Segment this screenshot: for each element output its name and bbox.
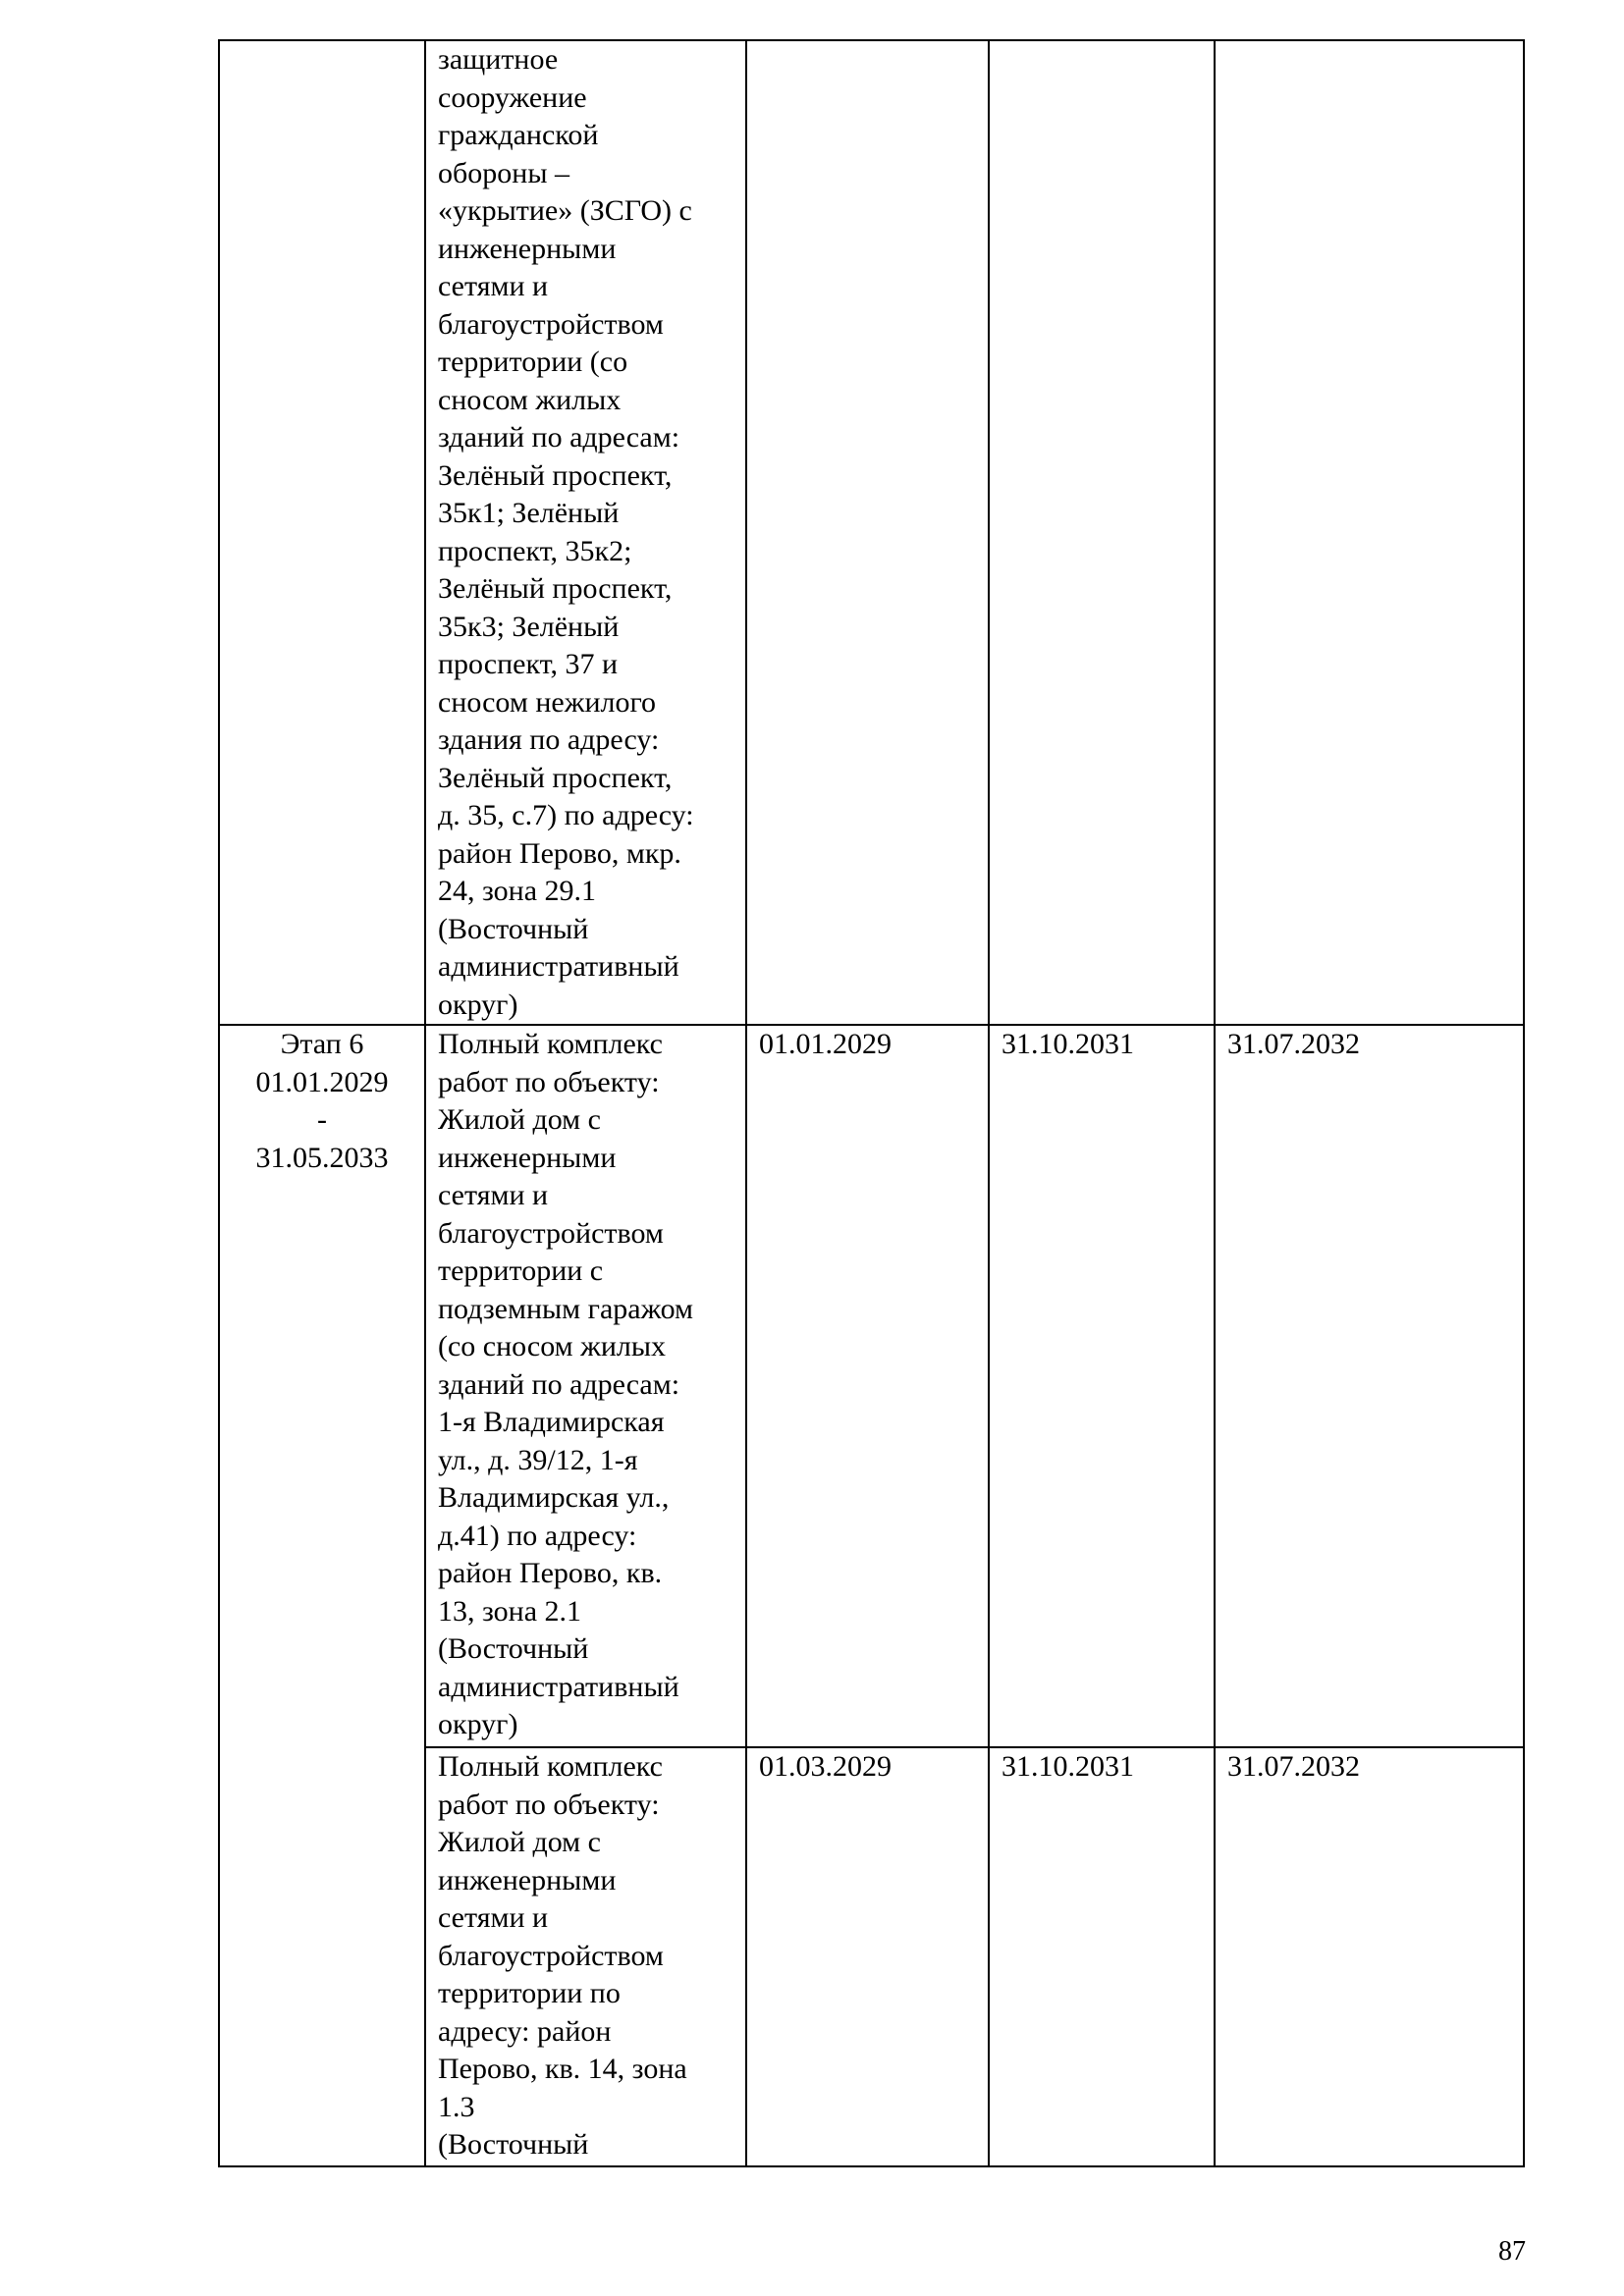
cell-line: сносом жилых [438,383,622,416]
cell-line: зданий по адресам: [438,1367,680,1401]
cell-line: ул., д. 39/12, 1-я [438,1443,638,1476]
cell-line: округ) [438,1708,518,1740]
cell-line: инженерными [438,232,617,265]
cell-line: сносом нежилого [438,685,657,719]
cell-line: подземным гаражом [438,1292,693,1325]
cell-line: территории по [438,1977,621,2009]
cell-line: 13, зона 2.1 [438,1594,582,1628]
cell-line: Владимирская ул., [438,1481,670,1514]
cell-line: Перово, кв. 14, зона [438,2053,687,2085]
cell-line: округ) [438,988,518,1021]
cell-line: 1-я Владимирская [438,1406,665,1438]
cell-line: инженерными [438,1141,617,1174]
cell-line: 1.3 [438,2090,475,2123]
cell-line: 24, зона 29.1 [438,875,597,907]
cell-line: Полный комплекс [438,1750,663,1783]
end-date-cell: 31.10.2031 [989,1747,1215,2166]
cell-line: сооружение [438,80,587,114]
cell-line: район Перово, кв. [438,1557,663,1589]
cell-line: гражданской [438,119,599,151]
cell-line: адресу: район [438,2014,612,2048]
cell-line: обороны – [438,156,569,189]
cell-line: 35к3; Зелёный [438,610,620,643]
cell-line: территории с [438,1255,604,1287]
cell-line: (Восточный [438,2128,589,2161]
cell-line: Зелёный проспект, [438,761,673,794]
cell-line: Жилой дом с [438,1826,601,1858]
cell-line: (Восточный [438,912,589,945]
stage-cell [219,1025,425,2166]
cell-line: Жилой дом с [438,1103,601,1136]
cell-line: защитное [438,43,559,76]
commissioning-date-cell [1215,40,1524,1025]
description-cell [425,40,746,1025]
cell-line: зданий по адресам: [438,421,680,454]
cell-line: 35к1; Зелёный [438,497,620,529]
schedule-table [218,39,1525,2167]
cell-line: благоустройством [438,1216,664,1250]
cell-line: сетями и [438,270,549,302]
start-date-cell: 01.01.2029 [746,1025,989,1747]
cell-line: Зелёный проспект, [438,572,673,605]
cell-line: 01.01.2029 [255,1065,389,1098]
end-date-cell: 31.10.2031 [989,1025,1215,1747]
cell-line: район Перово, мкр. [438,836,681,870]
start-date-cell: 01.03.2029 [746,1747,989,2166]
cell-line: сетями и [438,1901,549,1934]
end-date-cell [989,40,1215,1025]
table-row [219,40,1524,1025]
cell-line: проспект, 35к2; [438,534,632,567]
description-cell [425,1747,746,2166]
cell-line: инженерными [438,1863,617,1896]
cell-line: административный [438,1670,679,1703]
cell-line: благоустройством [438,307,664,341]
cell-line: д.41) по адресу: [438,1519,637,1552]
cell-line: Этап 6 [280,1028,364,1060]
commissioning-date-cell: 31.07.2032 [1215,1747,1524,2166]
cell-line: работ по объекту: [438,1788,660,1821]
start-date-cell [746,40,989,1025]
cell-line: административный [438,950,679,983]
cell-line: (со сносом жилых [438,1330,667,1362]
description-cell [425,1025,746,1747]
stage-cell [219,40,425,1025]
page-number: 87 [1498,2236,1526,2267]
cell-line: проспект, 37 и [438,648,619,680]
cell-line: территории (со [438,346,628,378]
cell-line: 31.05.2033 [255,1141,389,1174]
table-row [219,1025,1524,1747]
cell-line: сетями и [438,1179,549,1211]
cell-line: (Восточный [438,1632,589,1665]
commissioning-date-cell: 31.07.2032 [1215,1025,1524,1747]
cell-line: работ по объекту: [438,1065,660,1098]
cell-line: д. 35, с.7) по адресу: [438,799,694,831]
cell-line: здания по адресу: [438,723,660,756]
cell-line: - [317,1103,327,1136]
cell-line: Зелёный проспект, [438,458,673,492]
cell-line: «укрытие» (ЗСГО) с [438,194,692,227]
cell-line: Полный комплекс [438,1028,663,1060]
cell-line: благоустройством [438,1939,664,1972]
